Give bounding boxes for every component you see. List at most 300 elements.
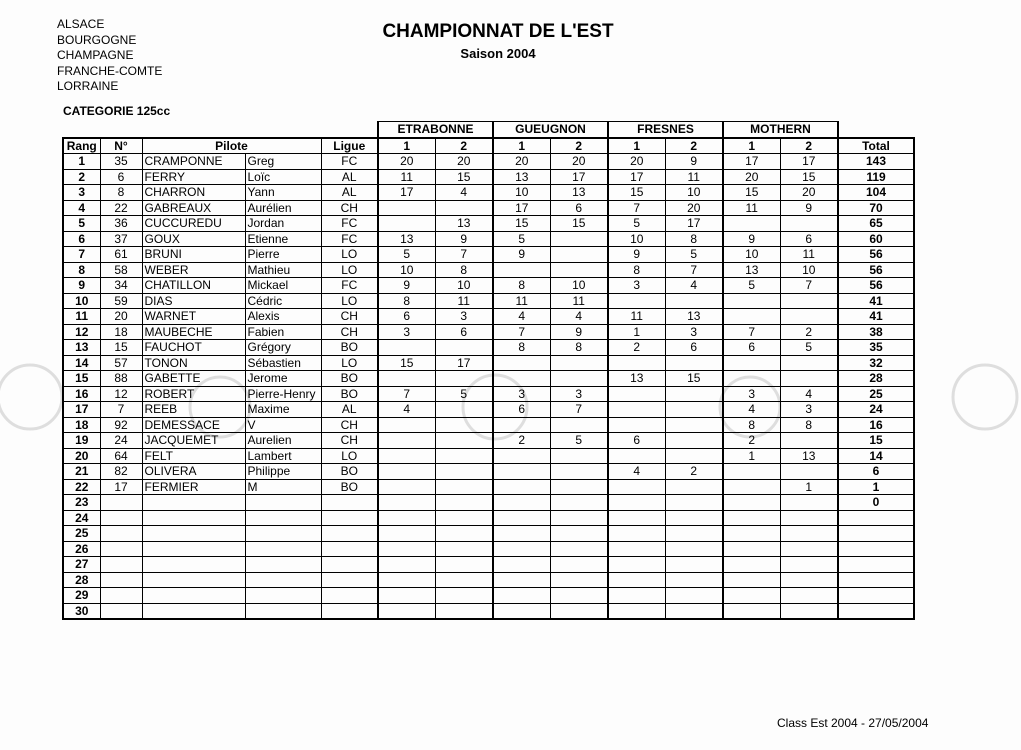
cell-number [100,572,142,588]
cell-score-7 [723,355,780,371]
cell-rank: 21 [63,464,100,480]
cell-score-7 [723,371,780,387]
cell-score-1: 17 [378,185,435,201]
cell-total: 32 [838,355,914,371]
cell-first-name [245,510,321,526]
cell-score-7 [723,526,780,542]
table-row [63,448,914,464]
cell-score-6: 6 [665,340,723,356]
cell-score-4 [550,355,608,371]
cell-score-2 [435,557,493,573]
cell-first-name: Fabien [245,324,321,340]
cell-first-name: Etienne [245,231,321,247]
header-mothern-race2: 2 [780,138,838,154]
cell-league: FC [321,278,378,294]
cell-score-3 [493,464,550,480]
cell-last-name [142,510,245,526]
table-row [63,510,914,526]
cell-score-3: 3 [493,386,550,402]
cell-rank: 18 [63,417,100,433]
cell-rank: 14 [63,355,100,371]
region-lorraine: LORRAINE [57,79,119,93]
cell-rank: 15 [63,371,100,387]
cell-score-2: 11 [435,293,493,309]
cell-rank: 9 [63,278,100,294]
cell-league [321,510,378,526]
cell-score-8 [780,309,838,325]
cell-score-8 [780,526,838,542]
cell-total: 38 [838,324,914,340]
cell-first-name [245,603,321,619]
cell-score-7 [723,309,780,325]
cell-total [838,557,914,573]
circuit-mothern: MOTHERN [723,122,838,138]
cell-score-1 [378,557,435,573]
cell-rank: 11 [63,309,100,325]
cell-score-2 [435,541,493,557]
table-row [63,557,914,573]
cell-score-7 [723,588,780,604]
cell-score-5: 6 [608,433,665,449]
cell-score-5 [608,293,665,309]
table-row [63,355,914,371]
cell-score-8 [780,541,838,557]
cell-score-2: 9 [435,231,493,247]
cell-score-7 [723,510,780,526]
cell-score-5: 5 [608,216,665,232]
cell-score-3: 11 [493,293,550,309]
season-subtitle: Saison 2004 [460,46,536,61]
cell-score-6 [665,510,723,526]
cell-league [321,572,378,588]
cell-score-4 [550,262,608,278]
cell-score-3: 9 [493,247,550,263]
cell-score-2: 6 [435,324,493,340]
table-row [63,464,914,480]
cell-score-6: 3 [665,324,723,340]
header-etrabonne-race1: 1 [378,138,435,154]
table-row [63,340,914,356]
cell-rank: 2 [63,169,100,185]
cell-score-8 [780,510,838,526]
cell-first-name [245,557,321,573]
cell-score-1: 7 [378,386,435,402]
cell-score-1 [378,371,435,387]
cell-first-name: V [245,417,321,433]
cell-score-6 [665,433,723,449]
header-gueugnon-race2: 2 [550,138,608,154]
cell-score-3 [493,355,550,371]
cell-score-7 [723,464,780,480]
column-header-row [63,138,914,154]
table-row [63,479,914,495]
cell-score-7: 3 [723,386,780,402]
cell-total: 119 [838,169,914,185]
table-row [63,169,914,185]
cell-total: 104 [838,185,914,201]
cell-score-5: 11 [608,309,665,325]
cell-score-7 [723,216,780,232]
cell-first-name: Jerome [245,371,321,387]
cell-score-3 [493,510,550,526]
cell-last-name: WARNET [142,309,245,325]
cell-score-1: 3 [378,324,435,340]
cell-score-5: 15 [608,185,665,201]
cell-score-1 [378,510,435,526]
cell-score-6: 13 [665,309,723,325]
cell-score-6 [665,355,723,371]
cell-score-4 [550,231,608,247]
cell-total: 41 [838,309,914,325]
cell-score-6: 4 [665,278,723,294]
cell-last-name: JACQUEMET [142,433,245,449]
cell-last-name: REEB [142,402,245,418]
cell-score-5 [608,479,665,495]
cell-score-7 [723,293,780,309]
cell-last-name [142,588,245,604]
cell-first-name [245,495,321,511]
cell-score-3: 4 [493,309,550,325]
cell-score-5: 1 [608,324,665,340]
cell-league: CH [321,324,378,340]
cell-score-1 [378,603,435,619]
cell-score-1 [378,495,435,511]
cell-last-name: CRAMPONNE [142,154,245,170]
table-row [63,154,914,170]
cell-score-5 [608,417,665,433]
cell-rank: 22 [63,479,100,495]
cell-score-5 [608,557,665,573]
cell-total: 35 [838,340,914,356]
cell-rank: 1 [63,154,100,170]
cell-first-name: M [245,479,321,495]
cell-number: 58 [100,262,142,278]
cell-score-2 [435,402,493,418]
cell-score-2: 7 [435,247,493,263]
cell-number [100,557,142,573]
cell-score-2: 5 [435,386,493,402]
cell-rank: 8 [63,262,100,278]
cell-number: 57 [100,355,142,371]
cell-score-7: 4 [723,402,780,418]
cell-score-2 [435,510,493,526]
cell-total: 56 [838,247,914,263]
cell-first-name: Philippe [245,464,321,480]
cell-score-2 [435,417,493,433]
header-total: Total [838,138,914,154]
cell-score-5: 9 [608,247,665,263]
cell-score-7: 5 [723,278,780,294]
cell-score-1 [378,464,435,480]
cell-score-2 [435,371,493,387]
cell-number: 64 [100,448,142,464]
cell-score-3: 13 [493,169,550,185]
cell-score-7: 2 [723,433,780,449]
cell-rank: 24 [63,510,100,526]
cell-last-name [142,526,245,542]
cell-score-7: 11 [723,200,780,216]
cell-total: 0 [838,495,914,511]
cell-first-name [245,588,321,604]
cell-number: 24 [100,433,142,449]
cell-total: 1 [838,479,914,495]
cell-score-7: 20 [723,169,780,185]
cell-score-2 [435,433,493,449]
cell-score-3: 2 [493,433,550,449]
cell-last-name: MAUBECHE [142,324,245,340]
cell-score-5 [608,402,665,418]
cell-score-6 [665,588,723,604]
cell-score-4 [550,572,608,588]
header-mothern-race1: 1 [723,138,780,154]
cell-number [100,495,142,511]
cell-score-4 [550,371,608,387]
cell-first-name: Alexis [245,309,321,325]
cell-score-5: 13 [608,371,665,387]
cell-league [321,588,378,604]
cell-score-8: 11 [780,247,838,263]
cell-score-1: 8 [378,293,435,309]
cell-score-3 [493,603,550,619]
cell-first-name: Yann [245,185,321,201]
cell-score-7: 7 [723,324,780,340]
cell-score-1 [378,433,435,449]
cell-score-3 [493,572,550,588]
cell-last-name [142,495,245,511]
cell-number [100,603,142,619]
cell-league: CH [321,200,378,216]
cell-rank: 7 [63,247,100,263]
cell-score-1 [378,448,435,464]
cell-score-6 [665,293,723,309]
cell-first-name: Aurélien [245,200,321,216]
cell-score-1 [378,588,435,604]
cell-score-6 [665,448,723,464]
cell-score-2 [435,479,493,495]
cell-first-name: Cédric [245,293,321,309]
cell-score-7: 17 [723,154,780,170]
cell-score-1: 5 [378,247,435,263]
cell-total: 24 [838,402,914,418]
cell-last-name: DIAS [142,293,245,309]
cell-score-4: 17 [550,169,608,185]
cell-first-name: Pierre [245,247,321,263]
page-title: CHAMPIONNAT DE L'EST [382,21,614,42]
cell-league: BO [321,386,378,402]
cell-score-8 [780,495,838,511]
cell-score-8 [780,293,838,309]
table-row [63,433,914,449]
cell-score-4 [550,510,608,526]
cell-score-1 [378,417,435,433]
cell-score-1 [378,479,435,495]
cell-score-6: 5 [665,247,723,263]
cell-last-name: WEBER [142,262,245,278]
cell-score-4 [550,526,608,542]
cell-score-4: 11 [550,293,608,309]
cell-last-name [142,603,245,619]
cell-score-8 [780,572,838,588]
cell-score-4 [550,557,608,573]
cell-score-2 [435,572,493,588]
cell-score-4: 10 [550,278,608,294]
circuit-fresnes: FRESNES [608,122,723,138]
cell-score-6 [665,603,723,619]
cell-score-4 [550,495,608,511]
cell-score-7: 1 [723,448,780,464]
cell-rank: 17 [63,402,100,418]
cell-rank: 10 [63,293,100,309]
cell-score-1 [378,216,435,232]
cell-score-3: 6 [493,402,550,418]
cell-first-name [245,526,321,542]
cell-last-name: CUCCUREDU [142,216,245,232]
cell-last-name [142,557,245,573]
cell-score-8 [780,216,838,232]
circuit-etrabonne: ETRABONNE [378,122,493,138]
cell-score-7: 8 [723,417,780,433]
table-row [63,247,914,263]
cell-score-2: 15 [435,169,493,185]
cell-rank: 19 [63,433,100,449]
cell-score-1: 13 [378,231,435,247]
cell-first-name: Aurelien [245,433,321,449]
cell-score-7: 9 [723,231,780,247]
cell-number [100,541,142,557]
cell-last-name: CHATILLON [142,278,245,294]
cell-score-6 [665,402,723,418]
cell-league: CH [321,309,378,325]
cell-score-8 [780,433,838,449]
cell-total: 25 [838,386,914,402]
cell-number [100,588,142,604]
cell-first-name: Lambert [245,448,321,464]
cell-score-5 [608,572,665,588]
cell-score-3 [493,371,550,387]
cell-score-3 [493,495,550,511]
cell-score-2: 20 [435,154,493,170]
cell-number: 20 [100,309,142,325]
cell-total: 143 [838,154,914,170]
cell-score-1: 15 [378,355,435,371]
cell-number: 59 [100,293,142,309]
cell-total: 41 [838,293,914,309]
cell-score-3: 5 [493,231,550,247]
cell-score-8 [780,464,838,480]
cell-score-7 [723,557,780,573]
cell-score-6 [665,541,723,557]
cell-first-name: Pierre-Henry [245,386,321,402]
cell-number: 8 [100,185,142,201]
cell-score-8: 9 [780,200,838,216]
cell-score-1: 11 [378,169,435,185]
cell-total: 16 [838,417,914,433]
cell-first-name: Greg [245,154,321,170]
cell-score-5 [608,541,665,557]
table-row [63,262,914,278]
cell-last-name: TONON [142,355,245,371]
cell-last-name: GABREAUX [142,200,245,216]
cell-score-5: 8 [608,262,665,278]
header-league: Ligue [321,138,378,154]
cell-total [838,541,914,557]
cell-score-8: 8 [780,417,838,433]
cell-score-2: 10 [435,278,493,294]
cell-score-4 [550,464,608,480]
cell-last-name: ROBERT [142,386,245,402]
cell-rank: 3 [63,185,100,201]
cell-score-5 [608,603,665,619]
cell-score-8: 5 [780,340,838,356]
cell-score-1: 10 [378,262,435,278]
cell-score-7: 6 [723,340,780,356]
cell-rank: 13 [63,340,100,356]
header-fresnes-race2: 2 [665,138,723,154]
region-champagne: CHAMPAGNE [57,48,134,62]
cell-score-2 [435,588,493,604]
cell-last-name [142,572,245,588]
cell-league [321,495,378,511]
cell-league [321,557,378,573]
cell-score-5 [608,510,665,526]
cell-score-6: 11 [665,169,723,185]
cell-score-8: 17 [780,154,838,170]
cell-number: 17 [100,479,142,495]
table-row [63,278,914,294]
cell-first-name: Mickael [245,278,321,294]
cell-score-5: 20 [608,154,665,170]
cell-league: BO [321,479,378,495]
cell-score-2 [435,464,493,480]
cell-first-name: Jordan [245,216,321,232]
cell-score-2 [435,526,493,542]
cell-number: 15 [100,340,142,356]
cell-score-3 [493,448,550,464]
cell-rank: 29 [63,588,100,604]
cell-rank: 16 [63,386,100,402]
cell-score-4 [550,448,608,464]
cell-league: FC [321,231,378,247]
cell-score-6 [665,386,723,402]
cell-score-4 [550,247,608,263]
cell-score-3 [493,541,550,557]
cell-total [838,526,914,542]
cell-score-8 [780,355,838,371]
cell-total: 70 [838,200,914,216]
table-row [63,371,914,387]
cell-score-5: 4 [608,464,665,480]
cell-first-name: Loïc [245,169,321,185]
cell-first-name: Grégory [245,340,321,356]
cell-league: BO [321,340,378,356]
cell-total: 28 [838,371,914,387]
cell-score-5: 10 [608,231,665,247]
cell-score-6: 8 [665,231,723,247]
cell-score-8: 3 [780,402,838,418]
table-row [63,200,914,216]
cell-score-6: 7 [665,262,723,278]
cell-score-7: 10 [723,247,780,263]
table-row [63,185,914,201]
cell-number: 34 [100,278,142,294]
circuit-gueugnon: GUEUGNON [493,122,608,138]
table-row [63,572,914,588]
cell-last-name: FAUCHOT [142,340,245,356]
cell-score-2 [435,495,493,511]
cell-league: LO [321,448,378,464]
cell-score-8 [780,603,838,619]
circuit-header-row [63,122,914,138]
